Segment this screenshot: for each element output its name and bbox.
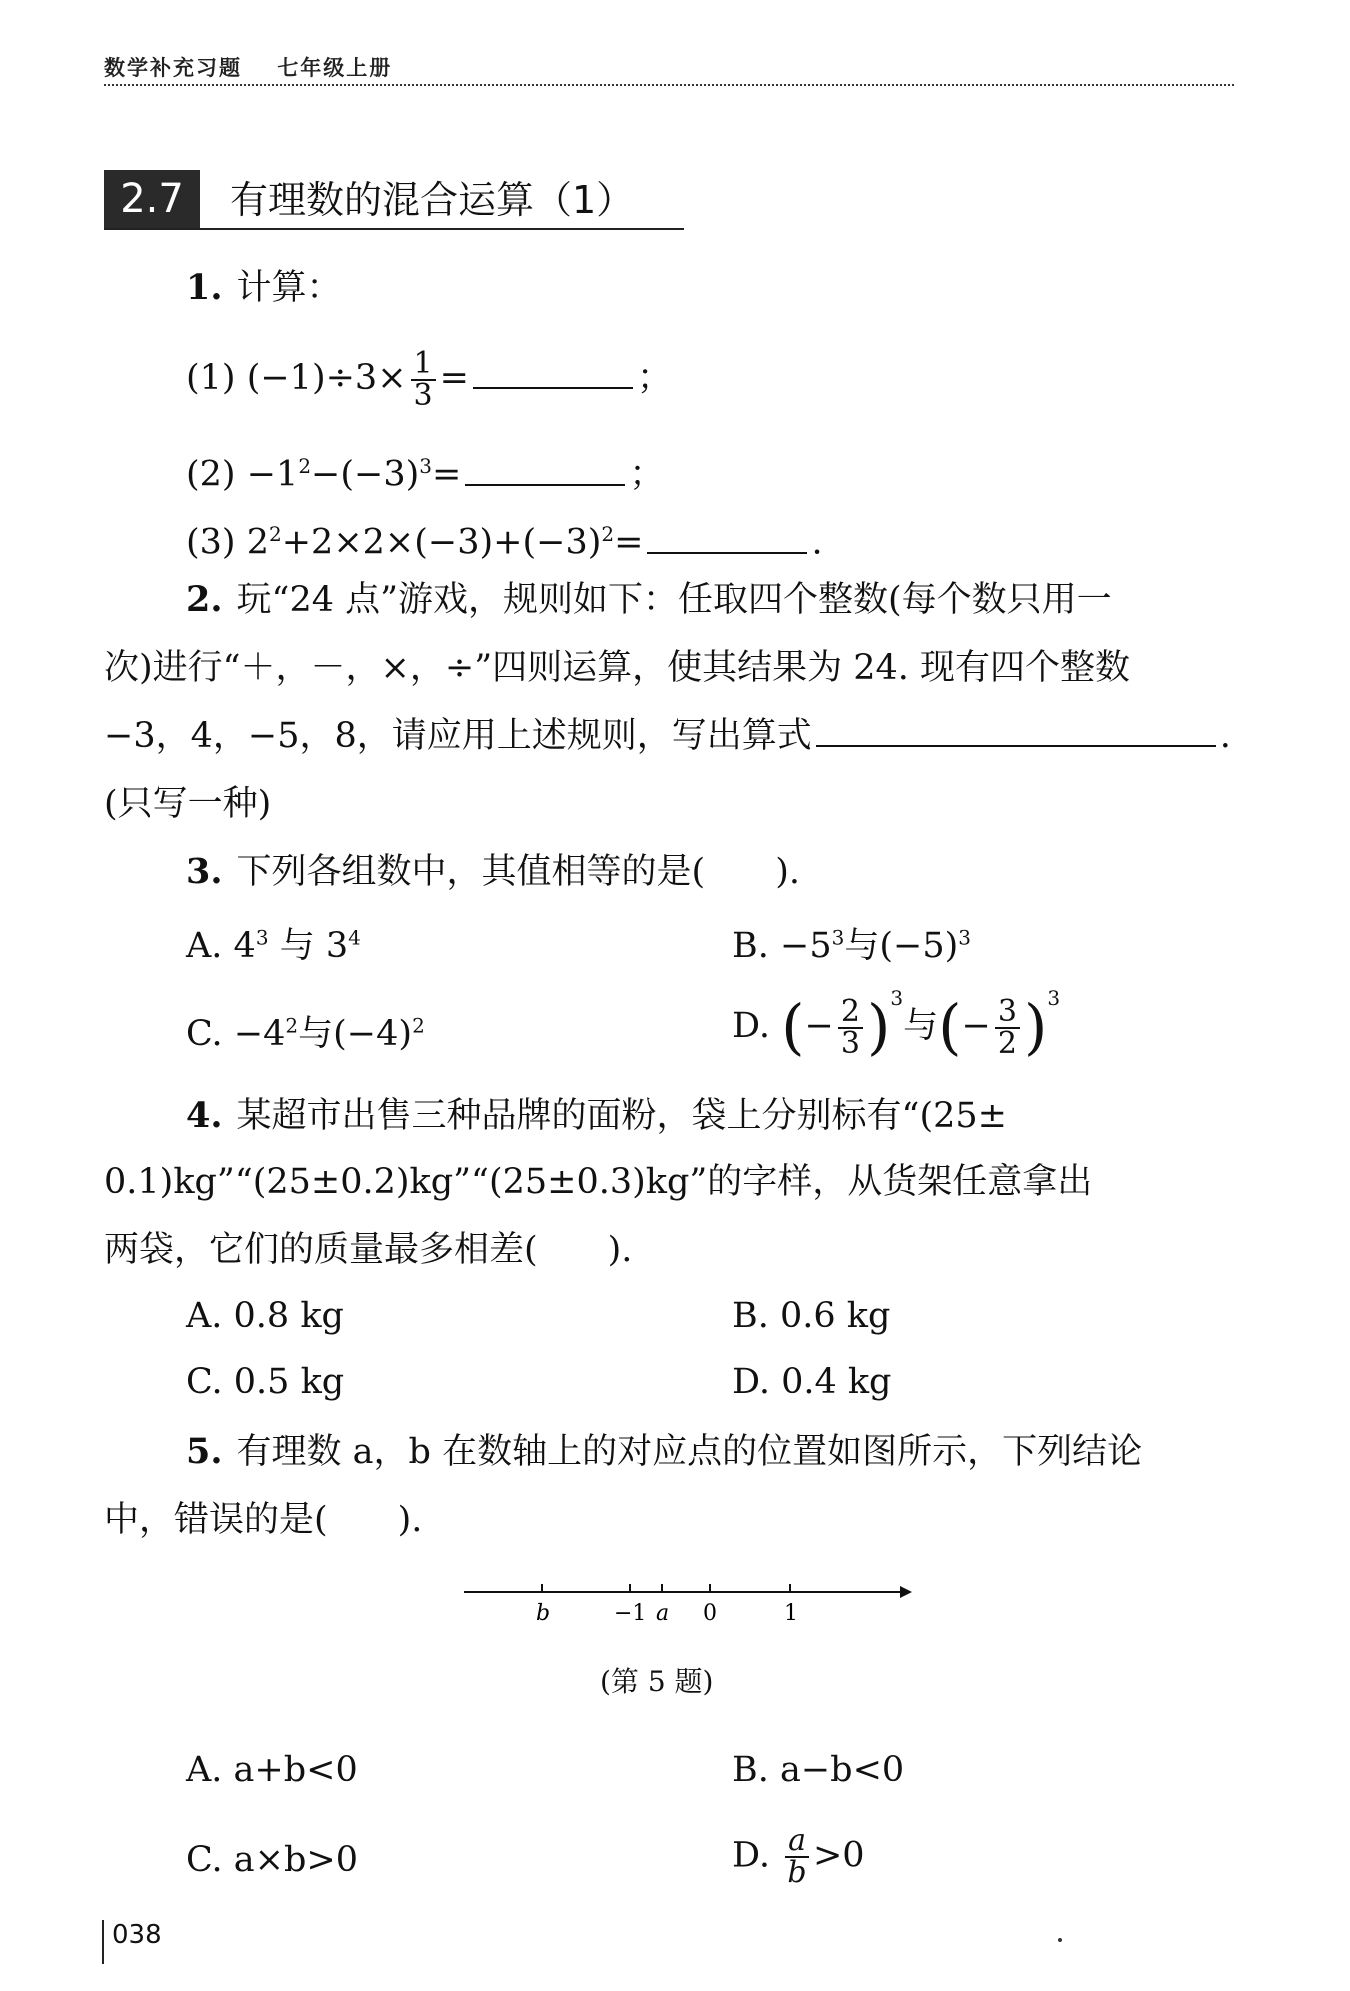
q4-option-b[interactable]: B. 0.6 kg xyxy=(732,1296,891,1336)
q5-option-c[interactable]: C. a×b>0 xyxy=(186,1840,358,1880)
section-number: 2.7 xyxy=(104,170,200,228)
fraction: $\frac{1}{3}$ xyxy=(411,349,436,411)
answer-blank[interactable] xyxy=(465,454,625,486)
grade-label: 七年级上册 xyxy=(277,56,393,80)
answer-blank[interactable] xyxy=(473,357,633,389)
q2-line4: (只写一种) xyxy=(104,784,272,824)
q5-line1: 5. 有理数 a，b 在数轴上的对应点的位置如图所示，下列结论 xyxy=(186,1431,1143,1472)
section-heading xyxy=(104,170,684,230)
section-title: 有理数的混合运算（1） xyxy=(230,178,635,222)
label-a: a xyxy=(656,1601,670,1626)
book-title: 数学补充习题 xyxy=(104,56,242,80)
page-number: 038 xyxy=(112,1920,162,1950)
q3-option-c[interactable]: C. $-4^2$与$(-4)^2$ xyxy=(186,1013,425,1054)
q4-line2: 0.1)kg”“(25±0.2)kg”“(25±0.3)kg”的字样，从货架任意拿出 xyxy=(104,1162,1093,1202)
q1-prompt: 1. 计算： xyxy=(186,267,342,308)
answer-blank[interactable] xyxy=(647,522,807,554)
q4-option-c[interactable]: C. 0.5 kg xyxy=(186,1362,345,1402)
running-header xyxy=(104,52,1234,86)
q4-line1: 4. 某超市出售三种品牌的面粉，袋上分别标有“(25± xyxy=(186,1095,1007,1136)
print-dot xyxy=(1058,1938,1062,1942)
q3-option-a[interactable]: A. $4^3$ 与 $3^4$ xyxy=(186,925,361,966)
q2-line1: 2. 玩“24 点”游戏，规则如下：任取四个整数(每个数只用一 xyxy=(186,579,1112,620)
q1-part1: (1) (−1)÷3× $\frac{1}{3}$ = ； xyxy=(186,345,672,413)
q3-option-b[interactable]: B. $-5^3$与$(-5)^3$ xyxy=(732,925,971,966)
q3-option-d[interactable]: D. (− $\frac{2}{3}$ )$^3$与(− $\frac{3}{2}$ )$^3$ xyxy=(732,986,1061,1063)
q3-prompt: 3. 下列各组数中，其值相等的是( ). xyxy=(186,851,800,892)
q5-option-b[interactable]: B. a−b<0 xyxy=(732,1750,905,1790)
q2-line2: 次)进行“＋，－，×，÷”四则运算，使其结果为 24. 现有四个整数 xyxy=(104,648,1131,688)
q5-option-a[interactable]: A. a+b<0 xyxy=(186,1750,358,1790)
q1-part3: (3) $2^2+2\times 2\times(-3)+(-3)^2=$ . xyxy=(186,522,823,563)
answer-blank[interactable] xyxy=(816,715,1216,747)
q4-option-d[interactable]: D. 0.4 kg xyxy=(732,1362,892,1402)
number-line xyxy=(460,1570,920,1630)
q1-part2: $(2) -1^2-(-3)^3=$ ； xyxy=(186,454,665,495)
q2-line3: −3，4，−5，8，请应用上述规则，写出算式 . xyxy=(104,716,1231,756)
footer-rule xyxy=(102,1920,104,1964)
figure-caption: (第 5 题) xyxy=(600,1665,714,1698)
label-one: 1 xyxy=(784,1601,798,1626)
label-zero: 0 xyxy=(703,1601,717,1626)
q5-line2: 中，错误的是( ). xyxy=(104,1500,423,1540)
q4-option-a[interactable]: A. 0.8 kg xyxy=(186,1296,344,1336)
q5-option-d[interactable]: D. $\frac{a}{b}$ >0 xyxy=(732,1823,865,1890)
label-neg1: −1 xyxy=(614,1601,647,1626)
q4-line3: 两袋，它们的质量最多相差( ). xyxy=(104,1230,633,1270)
axis-arrow-icon xyxy=(900,1586,912,1598)
label-b: b xyxy=(536,1601,551,1626)
number-line-figure xyxy=(460,1570,920,1630)
